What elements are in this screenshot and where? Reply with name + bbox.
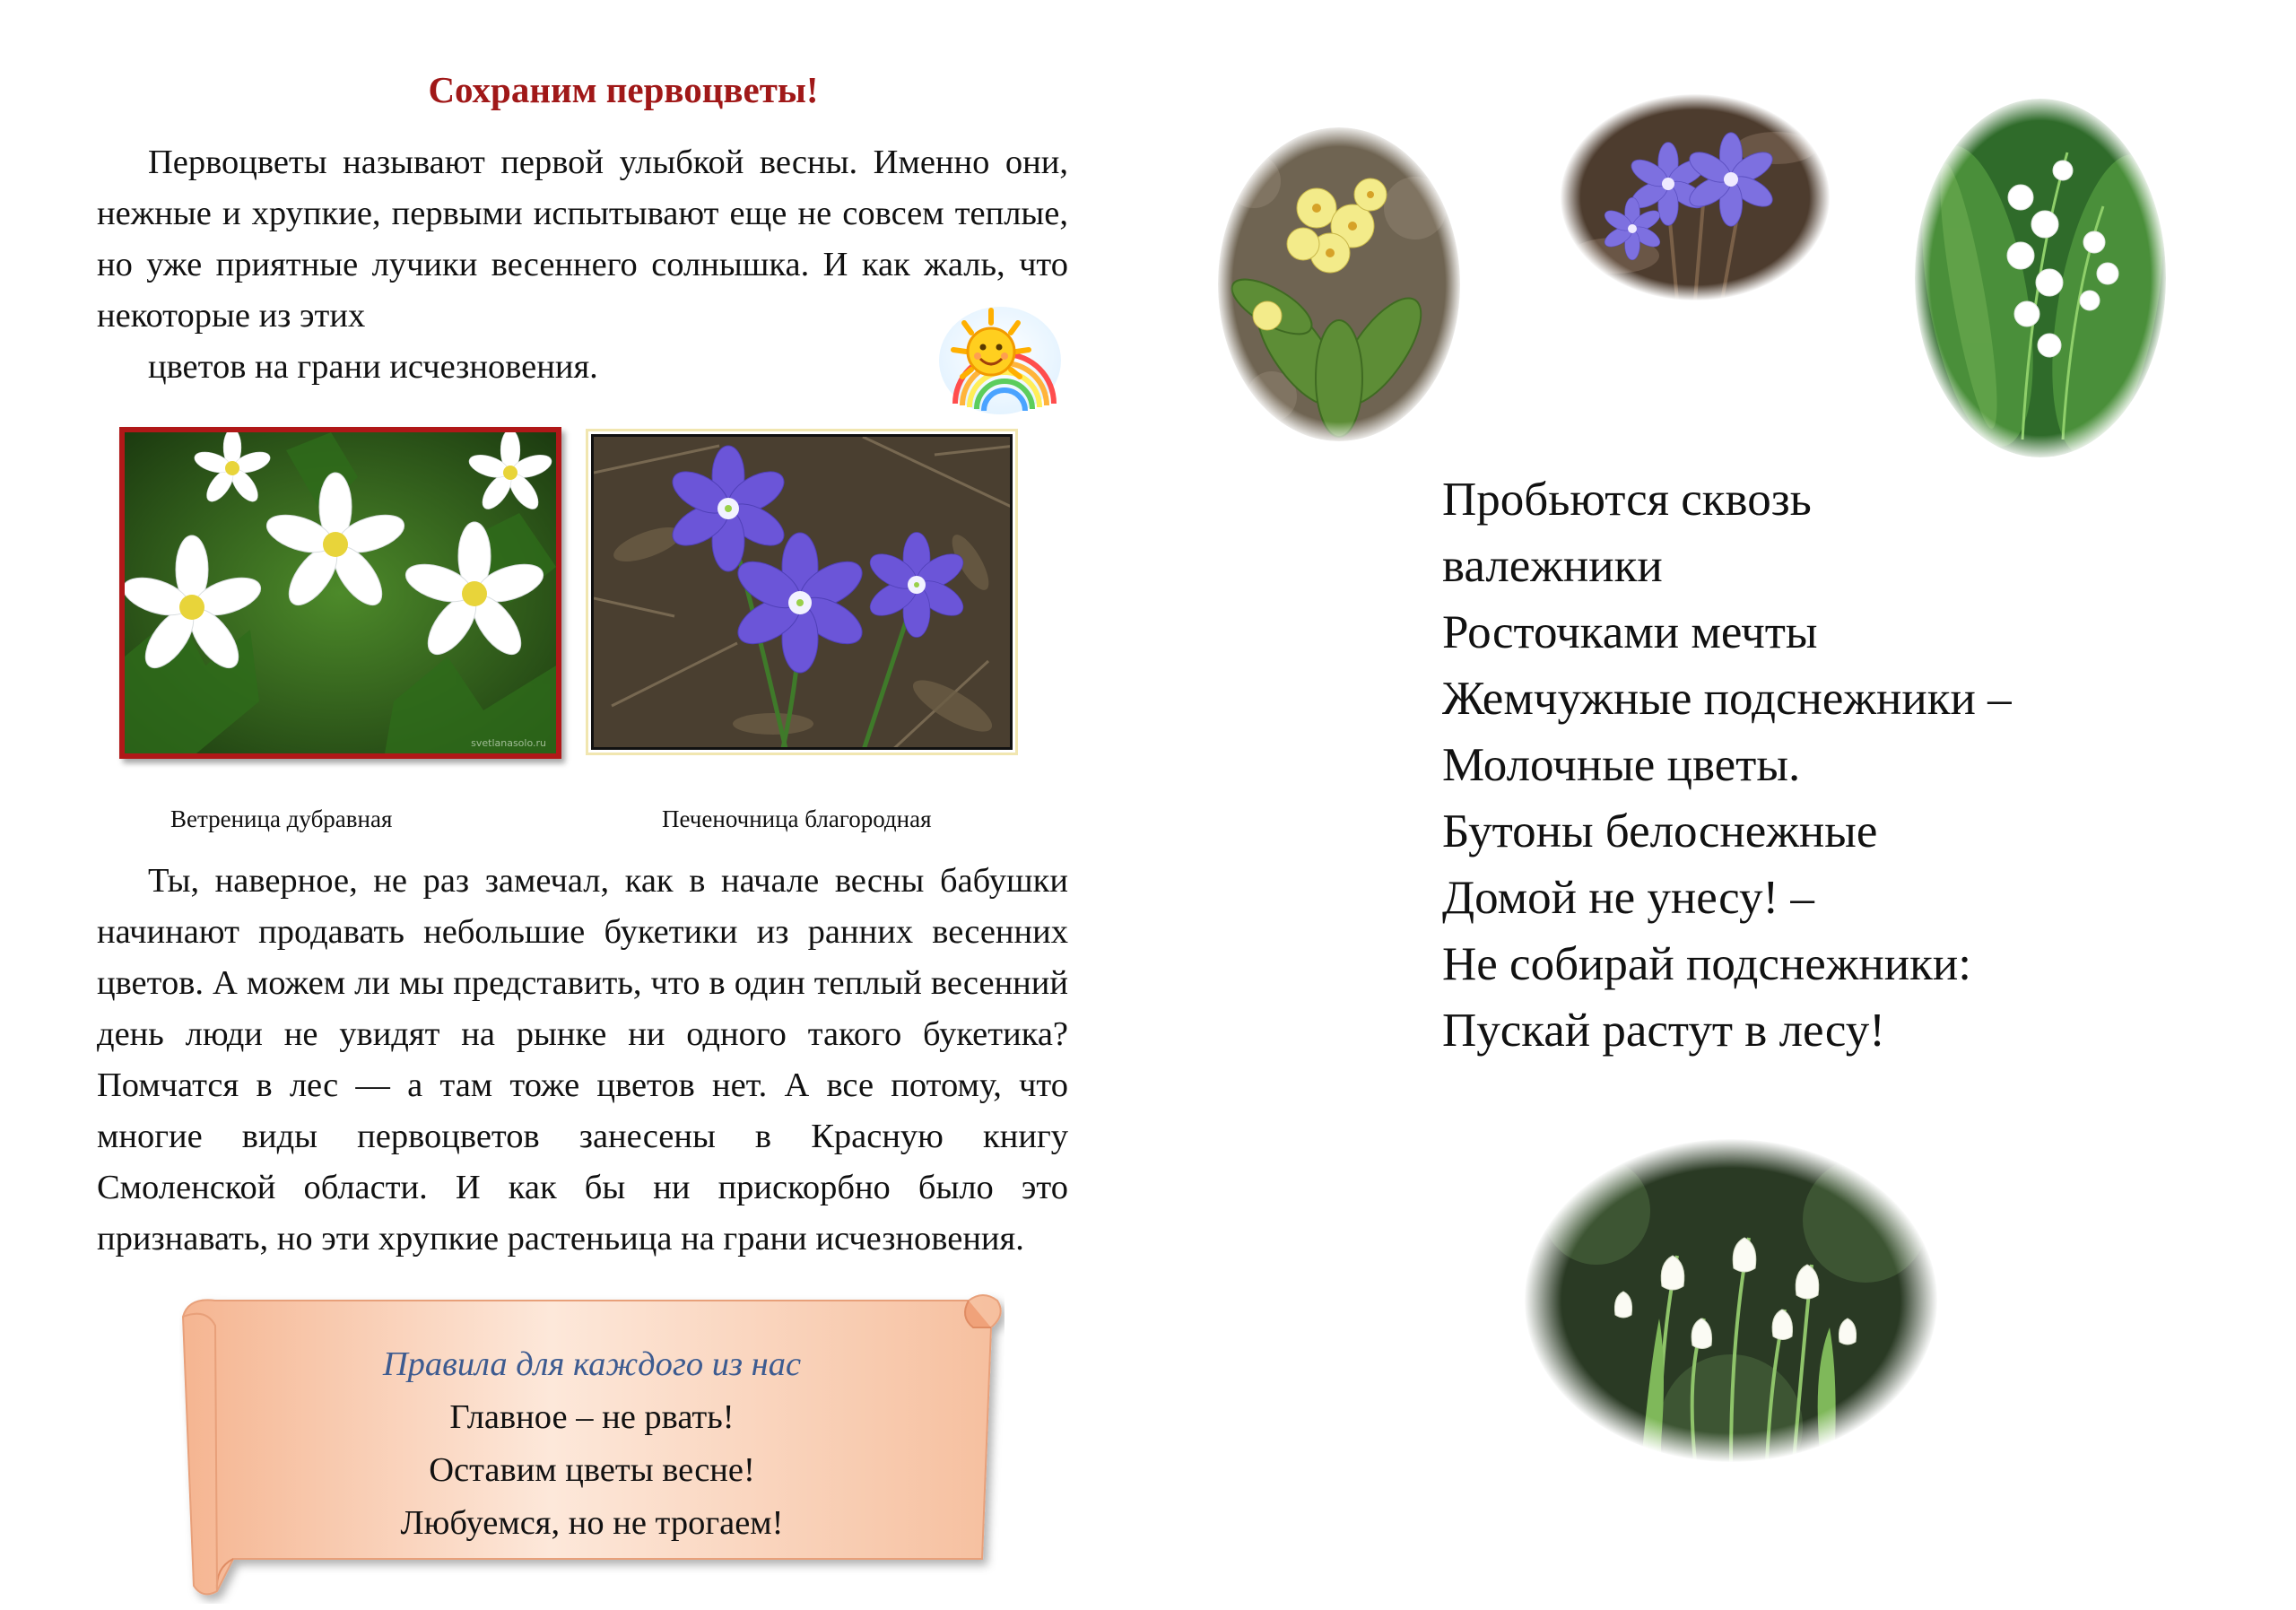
lily-of-the-valley-photo bbox=[1915, 99, 2166, 457]
page-title: Сохраним первоцветы! bbox=[428, 69, 819, 110]
intro-tail: цветов на грани исчезновения. bbox=[148, 348, 598, 386]
anemone-photo bbox=[119, 427, 561, 759]
intro-paragraph bbox=[97, 137, 1068, 393]
anemone-caption: Ветреница дубравная bbox=[170, 805, 393, 832]
snowdrop-photo bbox=[1525, 1139, 1937, 1462]
poem-line: Росточками мечты bbox=[1442, 606, 1818, 658]
hepatica-photo bbox=[586, 429, 1018, 755]
poem bbox=[1442, 466, 2249, 1064]
rule-line-1: Главное – не рвать! bbox=[449, 1398, 735, 1436]
poem-line: Молочные цветы. bbox=[1442, 739, 1801, 791]
poem-line: Жемчужные подснежники – bbox=[1442, 673, 2012, 725]
rule-line-2: Оставим цветы весне! bbox=[429, 1451, 755, 1489]
rules-heading: Правила для каждого из нас bbox=[382, 1345, 802, 1383]
poem-line: Пробьются сквозь bbox=[1442, 474, 1812, 526]
blue-hepatica-photo bbox=[1561, 94, 1830, 300]
primrose-photo bbox=[1218, 127, 1460, 441]
intro-text: Первоцветы называют первой улыбкой весны. Именно они, нежные и хрупкие, первыми испытывают еще не совсем теплые, но уже приятные лучики весеннего солнышка. И как жаль, что некоторые из этих bbox=[97, 144, 1068, 335]
rules-scroll bbox=[179, 1290, 1004, 1559]
photo-watermark: svetlanasolo.ru bbox=[471, 737, 546, 749]
poem-line: Бутоны белоснежные bbox=[1442, 805, 1878, 857]
poem-line: Не собирай подснежники: bbox=[1442, 938, 1971, 990]
sun-clipart bbox=[937, 305, 1063, 422]
poem-line: Пускай растут в лесу! bbox=[1442, 1005, 1885, 1057]
hepatica-caption: Печеночница благородная bbox=[662, 805, 932, 832]
body-paragraph: Ты, наверное, не раз замечал, как в начале весны бабушки начинают продавать небольшие букетики из ранних весенних цветов. А можем ли мы представить, что в один теплый весенний день люди не увидят на рынке ни одного такого букетика? Помчатся в лес — а там тоже цветов нет. А все потому, что многие виды первоцветов занесены в Красную книгу Смоленской области. И как бы ни прискорбно было это признавать, но эти хрупкие растеньица на грани исчезновения. bbox=[97, 862, 1068, 1258]
rule-line-3: Любуемся, но не трогаем! bbox=[400, 1504, 784, 1542]
poem-line: Домой не унесу! – bbox=[1442, 872, 1814, 924]
rules-text bbox=[278, 1338, 906, 1550]
poem-line: валежники bbox=[1442, 540, 1663, 592]
